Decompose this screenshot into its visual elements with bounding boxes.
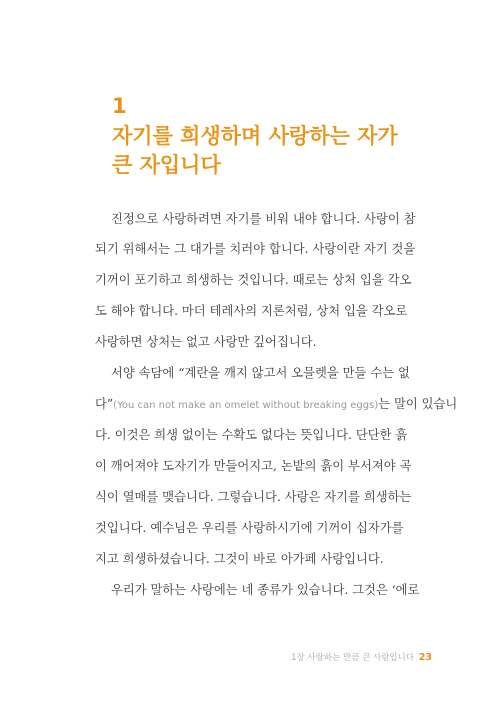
chapter-title-line-2: 큰 자입니다 xyxy=(112,153,221,177)
body-line-12: 지고 희생하셨습니다. 그것이 바로 아가페 사랑입니다. xyxy=(95,552,384,566)
page-number: 23 xyxy=(418,652,432,663)
proverb-before: 다” xyxy=(95,397,114,411)
chapter-title-line-1: 자기를 희생하며 사랑하는 자가 xyxy=(112,124,398,148)
body-line-13: 우리가 말하는 사랑에는 네 종류가 있습니다. 그것은 ‘에로 xyxy=(111,583,420,597)
body-line-6: 서양 속담에 “계란을 깨지 않고서 오믈렛을 만들 수는 없 xyxy=(111,366,410,380)
chapter-number: 1 xyxy=(112,94,127,118)
proverb-english: (You can not make an omelet without breaking eggs) xyxy=(113,400,379,411)
body-line-4: 도 해야 합니다. 마더 테레사의 지론처럼, 상처 입을 각오로 xyxy=(95,304,408,318)
footer-chapter-label: 1장 사랑하는 만큼 큰 사람입니다 xyxy=(291,653,415,663)
body-line-8: 다. 이것은 희생 없이는 수확도 없다는 뜻입니다. 단단한 흙 xyxy=(95,428,408,442)
body-line-7 xyxy=(95,398,457,411)
body-line-2: 되기 위해서는 그 대가를 치러야 합니다. 사랑이란 자기 것을 xyxy=(95,242,416,256)
proverb-after: 는 말이 있습니 xyxy=(378,397,458,411)
body-line-9: 이 깨어져야 도자기가 만들어지고, 논밭의 흙이 부서져야 곡 xyxy=(95,459,412,473)
body-line-5: 사랑하면 상처는 없고 사랑만 깊어집니다. xyxy=(95,335,317,349)
body-line-1: 진정으로 사랑하려면 자기를 비워 내야 합니다. 사랑이 참 xyxy=(111,212,416,226)
body-line-11: 것입니다. 예수님은 우리를 사랑하시기에 기꺼이 십자가를 xyxy=(95,521,404,535)
body-line-10: 식이 열매를 맺습니다. 그렇습니다. 사랑은 자기를 희생하는 xyxy=(95,490,412,504)
page-footer xyxy=(291,651,432,663)
chapter-title xyxy=(112,122,432,180)
body-line-3: 기꺼이 포기하고 희생하는 것입니다. 때로는 상처 입을 각오 xyxy=(95,273,412,287)
